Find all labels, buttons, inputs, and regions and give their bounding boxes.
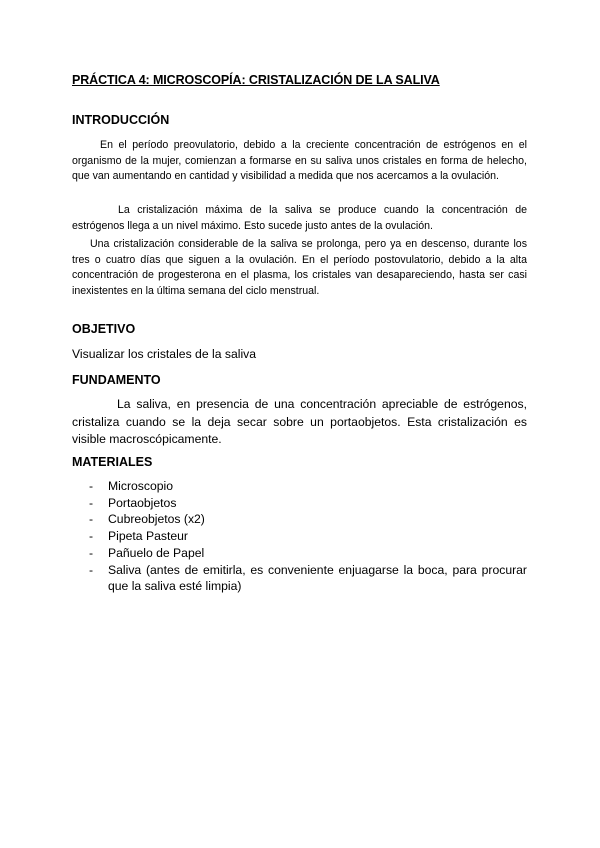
list-item bbox=[72, 562, 527, 595]
list-item-text: Pipeta Pasteur bbox=[108, 529, 188, 544]
bullet-dash: - bbox=[89, 479, 94, 493]
list-item bbox=[72, 478, 527, 495]
document-title: PRÁCTICA 4: MICROSCOPÍA: CRISTALIZACIÓN DE LA SALIVA bbox=[72, 73, 440, 87]
list-item-text: Portaobjetos bbox=[108, 495, 177, 510]
list-item bbox=[72, 545, 527, 562]
introduccion-paragraph-3: Una cristalización considerable de la saliva se prolonga, pero ya en descenso, durante los tres o cuatro días que siguen a la ovulación. En el período postovulatorio, debido a la alta concentración de progesterona en el plasma, los cristales van desapareciendo, hasta ser casi inexistentes en la última semana del ciclo menstrual. bbox=[72, 238, 527, 297]
materiales-heading: MATERIALES bbox=[72, 455, 153, 469]
fundamento-heading: FUNDAMENTO bbox=[72, 373, 161, 387]
list-item-text: Microscopio bbox=[108, 479, 174, 493]
bullet-dash: - bbox=[89, 512, 94, 527]
objetivo-text: Visualizar los cristales de la saliva bbox=[72, 347, 257, 361]
list-item bbox=[72, 528, 527, 545]
list-item bbox=[72, 511, 527, 528]
bullet-dash: - bbox=[89, 562, 94, 577]
list-item-text: Saliva (antes de emitirla, es conveniente enjuagarse la boca, para procurar que la saliva esté limpia) bbox=[108, 562, 527, 594]
bullet-dash: - bbox=[89, 495, 94, 510]
fundamento-text: La saliva, en presencia de una concentración apreciable de estrógenos, cristaliza cuando se la deja secar sobre un portaobjetos. Esta cristalización es visible macroscópicamente. bbox=[72, 397, 527, 447]
materiales-list bbox=[72, 478, 527, 595]
bullet-dash: - bbox=[89, 545, 94, 560]
list-item-text: Cubreobjetos (x2) bbox=[108, 512, 205, 527]
list-item bbox=[72, 495, 527, 512]
bullet-dash: - bbox=[89, 529, 94, 544]
list-item-text: Pañuelo de Papel bbox=[108, 545, 205, 560]
introduccion-paragraph-2: La cristalización máxima de la saliva se produce cuando la concentración de estrógenos llega a un nivel máximo. Esto sucede justo antes de la ovulación. bbox=[72, 204, 527, 232]
objetivo-heading: OBJETIVO bbox=[72, 322, 136, 336]
introduccion-paragraph-1: En el período preovulatorio, debido a la creciente concentración de estrógenos en el organismo de la mujer, comienzan a formarse en su saliva unos cristales en forma de helecho, que van aumentando en cantidad y visibilidad a medida que nos acercamos a la ovulación. bbox=[72, 139, 527, 183]
introduccion-heading: INTRODUCCIÓN bbox=[72, 113, 170, 127]
